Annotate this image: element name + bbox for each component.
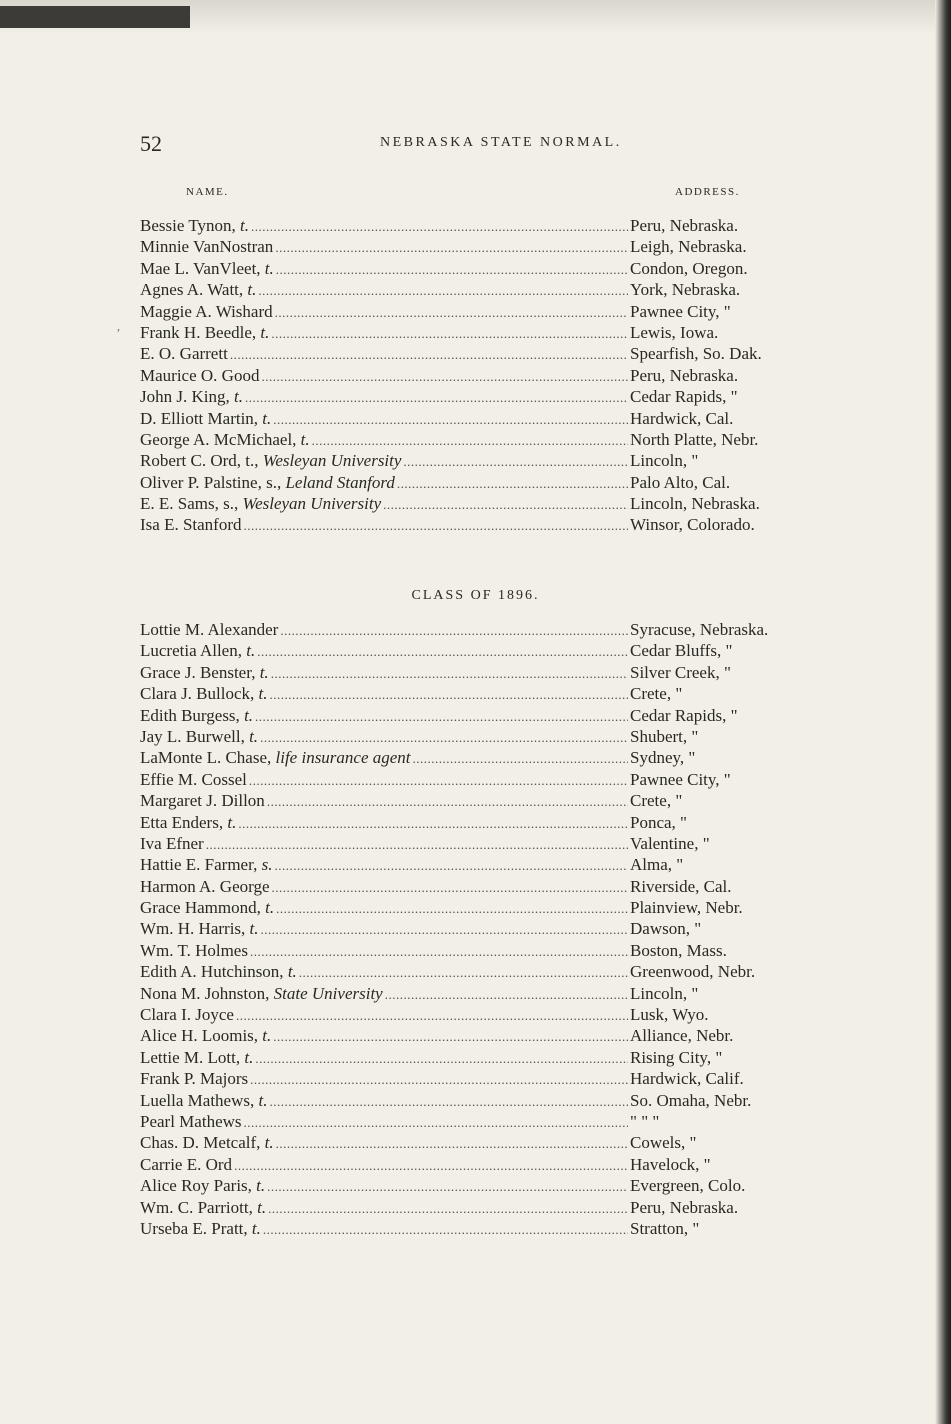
leader-dots (273, 412, 628, 428)
name-text: Alice H. Loomis, (140, 1026, 263, 1046)
address-text: Lusk, Wyo. (630, 1005, 709, 1025)
address-text: Cedar Rapids, " (630, 387, 738, 407)
role-text: t. (264, 258, 274, 278)
person-name (140, 1176, 265, 1196)
person-name (140, 919, 259, 939)
role-text: t. (260, 322, 270, 342)
address-text: Spearfish, So. Dak. (630, 344, 762, 364)
name-text: Edith A. Hutchinson, (140, 962, 288, 982)
person-name (140, 620, 278, 640)
leader-dots (245, 390, 628, 406)
role-text: t. (249, 919, 259, 939)
name-text: Urseba E. Pratt, (140, 1218, 252, 1238)
role-text: t. (262, 1026, 272, 1046)
leader-dots (273, 1029, 628, 1045)
leader-dots (236, 1008, 628, 1024)
address-text: " " " (630, 1111, 660, 1131)
person-name (140, 706, 253, 726)
address-text: Crete, " (630, 684, 683, 704)
person-name (140, 1219, 261, 1239)
name-text: Alice Roy Paris, (140, 1176, 257, 1196)
person-name (140, 1091, 267, 1111)
address-text: York, Nebraska. (630, 280, 741, 300)
list-item (140, 280, 840, 301)
leader-dots (244, 1115, 628, 1131)
name-text: Edith Burgess, (140, 705, 245, 725)
leader-dots (271, 666, 628, 682)
leader-dots (276, 901, 628, 917)
person-name (140, 1005, 234, 1025)
name-text: Lucretia Allen, (140, 641, 247, 661)
list-item (140, 984, 840, 1005)
name-text: D. Elliott Martin, (140, 408, 263, 428)
list-item (140, 302, 840, 323)
list-item (140, 494, 840, 515)
leader-dots (255, 709, 628, 725)
person-name (140, 494, 381, 514)
address-text: Hardwick, Calif. (630, 1069, 744, 1089)
list-item (140, 1005, 840, 1026)
leader-dots (280, 623, 628, 639)
list-item (140, 684, 840, 705)
address-text: Pawnee City, " (630, 301, 731, 321)
leader-dots (312, 433, 628, 449)
list-item (140, 1155, 840, 1176)
role-text: life insurance agent (275, 748, 411, 768)
list-item (140, 430, 840, 451)
person-name (140, 770, 247, 790)
column-header-name: NAME. (186, 186, 229, 198)
leader-dots (276, 262, 628, 278)
address-text: Sydney, " (630, 748, 696, 768)
person-name (140, 1026, 271, 1046)
class-heading: CLASS OF 1896. (411, 588, 540, 603)
role-text: t. (240, 216, 250, 235)
leader-dots (255, 1051, 628, 1067)
role-text: t. (265, 898, 275, 918)
address-text: Lincoln, " (630, 451, 699, 471)
leader-dots (276, 1136, 628, 1152)
list-item (140, 1176, 840, 1197)
address-text: Palo Alto, Cal. (630, 472, 731, 492)
leader-dots (238, 816, 628, 832)
list-item (140, 473, 840, 494)
list-item (140, 237, 840, 258)
leader-dots (274, 858, 628, 874)
address-text: Lincoln, " (630, 983, 699, 1003)
address-text: Greenwood, Nebr. (630, 962, 756, 982)
role-text: t. (258, 1090, 268, 1110)
list-item (140, 813, 840, 834)
list-item (140, 727, 840, 748)
list-item (140, 1198, 840, 1219)
name-text: Lottie M. Alexander (140, 620, 279, 639)
person-name (140, 1112, 242, 1132)
list-item (140, 919, 840, 940)
name-text: Pearl Mathews (140, 1111, 242, 1131)
name-text: Luella Mathews, (140, 1090, 259, 1110)
role-text: t. (233, 387, 243, 407)
address-text: Silver Creek, " (630, 662, 731, 682)
name-text: Grace Hammond, (140, 898, 266, 918)
list-item (140, 877, 840, 898)
person-name (140, 748, 411, 768)
name-text: Harmon A. George (140, 876, 270, 896)
list-item (140, 791, 840, 812)
address-text: Cedar Rapids, " (630, 705, 738, 725)
role-text: Wesleyan University (262, 451, 402, 471)
person-name (140, 727, 258, 747)
person-name (140, 684, 268, 704)
address-text: Condon, Oregon. (630, 258, 748, 278)
leader-dots (383, 497, 628, 513)
name-text: E. E. Sams, s., (140, 494, 243, 514)
column-header-address: ADDRESS. (675, 186, 740, 198)
role-text: t. (257, 1197, 267, 1217)
address-text: Havelock, " (630, 1154, 711, 1174)
address-text: Lincoln, Nebraska. (630, 494, 760, 514)
list-item (140, 962, 840, 983)
list-item (140, 663, 840, 684)
name-text: Isa E. Stanford (140, 515, 242, 535)
person-name (140, 1048, 253, 1068)
name-text: Jay L. Burwell, (140, 726, 250, 746)
running-title: NEBRASKA STATE NORMAL. (380, 135, 622, 150)
margin-mark: , (117, 319, 120, 333)
name-text: Frank P. Majors (140, 1069, 249, 1089)
list-item (140, 706, 840, 727)
address-text: Boston, Mass. (630, 940, 727, 960)
person-name (140, 1198, 266, 1218)
name-text: Clara J. Bullock, (140, 684, 259, 704)
name-text: Bessie Tynon, (140, 216, 241, 235)
address-text: Winsor, Colorado. (630, 515, 755, 535)
person-name (140, 216, 249, 236)
leader-dots (268, 1201, 628, 1217)
address-text: Rising City, " (630, 1047, 723, 1067)
leader-dots (206, 837, 628, 853)
role-text: t. (244, 1047, 254, 1067)
name-text: Margaret J. Dillon (140, 791, 265, 811)
name-text: E. O. Garrett (140, 344, 228, 364)
name-text: Grace J. Benster, (140, 662, 260, 682)
leader-dots (261, 922, 628, 938)
person-name (140, 1133, 274, 1153)
role-text: t. (259, 662, 269, 682)
role-text: t. (287, 962, 297, 982)
address-text: Evergreen, Colo. (630, 1176, 746, 1196)
list-item (140, 1048, 840, 1069)
address-text: Pawnee City, " (630, 769, 731, 789)
name-text: Effie M. Cossel (140, 769, 247, 789)
list-item (140, 323, 840, 344)
list-item (140, 1091, 840, 1112)
role-text: t. (251, 1218, 261, 1238)
list-item (140, 1112, 840, 1133)
person-name (140, 237, 273, 257)
person-name (140, 451, 401, 471)
person-name (140, 663, 269, 683)
address-text: Peru, Nebraska. (630, 365, 739, 385)
alumni-list-class-1896 (140, 620, 840, 1240)
role-text: t. (227, 812, 237, 832)
list-item (140, 344, 840, 365)
address-text: Lewis, Iowa. (630, 322, 719, 342)
person-name (140, 898, 274, 918)
name-text: Hattie E. Farmer, (140, 855, 262, 875)
address-text: North Platte, Nebr. (630, 429, 759, 449)
address-text: Cowels, " (630, 1133, 697, 1153)
name-text: Minnie VanNostran (140, 237, 274, 257)
name-text: LaMonte L. Chase, (140, 748, 276, 768)
role-text: t. (256, 1176, 266, 1196)
person-name (140, 515, 242, 535)
name-text: Oliver P. Palstine, s., (140, 472, 286, 492)
address-text: Peru, Nebraska. (630, 216, 739, 235)
role-text: t. (247, 280, 257, 300)
address-text: Peru, Nebraska. (630, 1197, 739, 1217)
list-item (140, 941, 840, 962)
scan-artifact-bar (0, 6, 190, 28)
name-text: Maurice O. Good (140, 365, 260, 385)
leader-dots (275, 305, 628, 321)
person-name (140, 280, 256, 300)
role-text: Leland Stanford (285, 472, 395, 492)
person-name (140, 877, 270, 897)
person-name (140, 259, 274, 279)
address-text: Alliance, Nebr. (630, 1026, 734, 1046)
address-text: Plainview, Nebr. (630, 898, 743, 918)
person-name (140, 387, 243, 407)
role-text: t. (246, 641, 256, 661)
page-number: 52 (140, 131, 162, 156)
leader-dots (260, 730, 628, 746)
name-text: Wm. H. Harris, (140, 919, 250, 939)
address-text: Alma, " (630, 855, 684, 875)
name-text: John J. King, (140, 387, 234, 407)
role-text: State University (273, 983, 383, 1003)
address-text: Shubert, " (630, 726, 699, 746)
leader-dots (299, 965, 628, 981)
role-text: t. (262, 408, 272, 428)
name-text: Iva Efner (140, 833, 204, 853)
list-item (140, 834, 840, 855)
person-name (140, 430, 310, 450)
person-name (140, 409, 271, 429)
person-name (140, 1155, 232, 1175)
list-item (140, 641, 840, 662)
list-item (140, 1133, 840, 1154)
list-item (140, 620, 840, 641)
role-text: t. (300, 429, 310, 449)
leader-dots (275, 240, 628, 256)
address-text: Cedar Bluffs, " (630, 641, 733, 661)
leader-dots (271, 326, 628, 342)
list-item (140, 451, 840, 472)
address-text: Riverside, Cal. (630, 876, 732, 896)
list-item (140, 259, 840, 280)
list-item (140, 216, 840, 237)
leader-dots (267, 794, 628, 810)
address-text: Valentine, " (630, 833, 710, 853)
list-item (140, 409, 840, 430)
person-name (140, 323, 269, 343)
name-text: George A. McMichael, (140, 429, 301, 449)
person-name (140, 813, 236, 833)
list-item (140, 855, 840, 876)
person-name (140, 344, 228, 364)
role-text: t. (264, 1133, 274, 1153)
address-text: Ponca, " (630, 812, 687, 832)
leader-dots (272, 880, 628, 896)
name-text: Etta Enders, (140, 812, 228, 832)
address-text: Crete, " (630, 791, 683, 811)
leader-dots (257, 644, 628, 660)
alumni-list-continued (140, 216, 840, 537)
page-binding-edge (935, 0, 951, 1424)
name-text: Nona M. Johnston, (140, 983, 274, 1003)
leader-dots (263, 1222, 628, 1238)
name-text: Agnes A. Watt, (140, 280, 248, 300)
name-text: Robert C. Ord, t., (140, 451, 263, 471)
role-text: t. (244, 705, 254, 725)
person-name (140, 641, 255, 661)
name-text: Wm. T. Holmes (140, 940, 248, 960)
person-name (140, 962, 297, 982)
leader-dots (269, 1094, 628, 1110)
name-text: Lettie M. Lott, (140, 1047, 245, 1067)
leader-dots (230, 347, 628, 363)
leader-dots (250, 1072, 628, 1088)
list-item (140, 898, 840, 919)
name-text: Mae L. VanVleet, (140, 258, 265, 278)
leader-dots (267, 1179, 628, 1195)
list-item (140, 387, 840, 408)
name-text: Chas. D. Metcalf, (140, 1133, 265, 1153)
name-text: Carrie E. Ord (140, 1154, 233, 1174)
person-name (140, 941, 248, 961)
name-text: Maggie A. Wishard (140, 301, 273, 321)
list-item (140, 366, 840, 387)
role-text: t. (258, 684, 268, 704)
leader-dots (258, 283, 628, 299)
leader-dots (413, 751, 628, 767)
address-text: Stratton, " (630, 1218, 700, 1238)
leader-dots (251, 219, 628, 235)
name-text: Clara I. Joyce (140, 1005, 234, 1025)
person-name (140, 855, 272, 875)
role-text: t. (249, 726, 259, 746)
list-item (140, 770, 840, 791)
leader-dots (397, 476, 628, 492)
address-text: Syracuse, Nebraska. (630, 620, 769, 639)
person-name (140, 834, 204, 854)
address-text: Leigh, Nebraska. (630, 237, 747, 257)
person-name (140, 302, 273, 322)
name-text: Wm. C. Parriott, (140, 1197, 258, 1217)
list-item (140, 1026, 840, 1047)
address-text: Hardwick, Cal. (630, 408, 734, 428)
person-name (140, 366, 259, 386)
person-name (140, 473, 395, 493)
list-item (140, 1069, 840, 1090)
person-name (140, 1069, 248, 1089)
list-item (140, 748, 840, 769)
person-name (140, 791, 265, 811)
leader-dots (403, 454, 628, 470)
leader-dots (270, 687, 629, 703)
list-item (140, 515, 840, 536)
address-text: Dawson, " (630, 919, 702, 939)
leader-dots (261, 369, 628, 385)
address-text: So. Omaha, Nebr. (630, 1090, 752, 1110)
role-text: Wesleyan University (242, 494, 382, 514)
leader-dots (385, 987, 628, 1003)
leader-dots (244, 518, 628, 534)
leader-dots (234, 1158, 628, 1174)
role-text: s. (261, 855, 273, 875)
list-item (140, 1219, 840, 1240)
name-text: Frank H. Beedle, (140, 322, 261, 342)
leader-dots (250, 944, 628, 960)
person-name (140, 984, 383, 1004)
leader-dots (249, 773, 628, 789)
